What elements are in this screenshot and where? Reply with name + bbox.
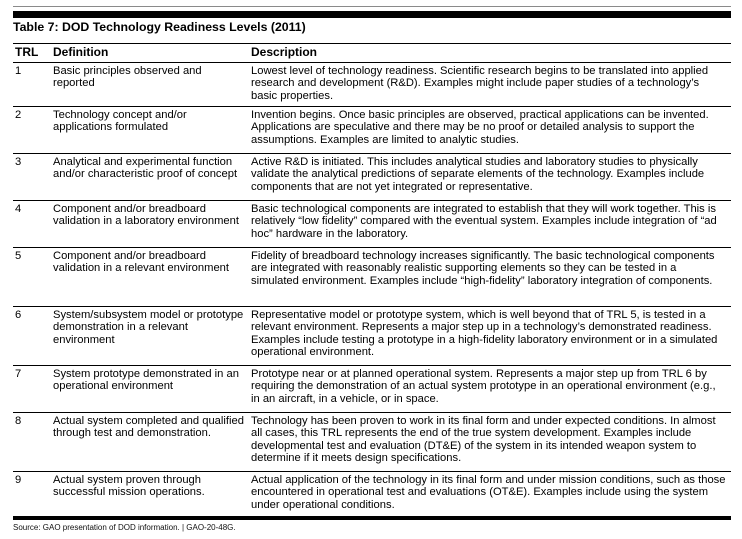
trl-definition: Technology concept and/or applications formulated: [53, 107, 251, 154]
trl-description: Active R&D is initiated. This includes analytical studies and laboratory studies to physically validate the analytical predictions of separate elements of the technology. Examples include components that are not yet integrated or representative.: [251, 154, 731, 201]
trl-description: Technology has been proven to work in its final form and under expected conditions. In almost all cases, this TRL represents the end of the true system development. Examples include developmental test and evaluation (DT&E) of the system in its intended weapon system to determine if it meets design specifications.: [251, 413, 731, 472]
trl-definition: System/subsystem model or prototype demonstration in a relevant environment: [53, 307, 251, 366]
trl-description: Actual application of the technology in its final form and under mission conditions, such as those encountered in operational test and evaluations (OT&E). Examples include using the system under operational conditions.: [251, 472, 731, 518]
column-header-definition: Definition: [53, 44, 251, 63]
table-row: [13, 63, 731, 107]
trl-level: 3: [13, 154, 53, 201]
trl-definition: Component and/or breadboard validation in a relevant environment: [53, 248, 251, 307]
trl-definition: Analytical and experimental function and/or characteristic proof of concept: [53, 154, 251, 201]
column-header-description: Description: [251, 44, 731, 63]
table-row: [13, 366, 731, 413]
trl-description: Representative model or prototype system, which is well beyond that of TRL 5, is tested in a relevant environment. Represents a major step up in a technology’s demonstrated readiness. Examples include testing a prototype in a high-fidelity laboratory environment or in a simulated operational environment.: [251, 307, 731, 366]
trl-level: 5: [13, 248, 53, 307]
table-row: [13, 472, 731, 518]
trl-definition: System prototype demonstrated in an operational environment: [53, 366, 251, 413]
table-header-row: [13, 44, 731, 63]
title-bar-rule: [13, 11, 731, 18]
table-title: Table 7: DOD Technology Readiness Levels (2011): [13, 20, 306, 34]
trl-description: Prototype near or at planned operational system. Represents a major step up from TRL 6 by requiring the demonstration of an actual system prototype in an operational environment (e.g., in an aircraft, in a vehicle, or in space.: [251, 366, 731, 413]
trl-level: 9: [13, 472, 53, 518]
trl-definition: Component and/or breadboard validation in a laboratory environment: [53, 201, 251, 248]
top-divider: [13, 6, 731, 7]
trl-table: [13, 43, 731, 520]
trl-definition: Basic principles observed and reported: [53, 63, 251, 107]
table-row: [13, 107, 731, 154]
trl-definition: Actual system completed and qualified through test and demonstration.: [53, 413, 251, 472]
trl-description: Lowest level of technology readiness. Scientific research begins to be translated into applied research and development (R&D). Examples might include paper studies of a technology’s basic properties.: [251, 63, 731, 107]
source-note: Source: GAO presentation of DOD information. | GAO-20-48G.: [13, 523, 236, 532]
trl-definition: Actual system proven through successful mission operations.: [53, 472, 251, 518]
trl-description: Fidelity of breadboard technology increases significantly. The basic technological components are integrated with reasonably realistic supporting elements so they can be tested in a simulated environment. Examples include “high-fidelity” laboratory integration of components.: [251, 248, 731, 307]
trl-level: 4: [13, 201, 53, 248]
trl-level: 2: [13, 107, 53, 154]
trl-level: 1: [13, 63, 53, 107]
trl-level: 6: [13, 307, 53, 366]
table-row: [13, 248, 731, 307]
table-row: [13, 307, 731, 366]
trl-description: Basic technological components are integrated to establish that they will work together. This is relatively “low fidelity” compared with the eventual system. Examples include integration of “ad hoc” hardware in the laboratory.: [251, 201, 731, 248]
table-row: [13, 413, 731, 472]
table-row: [13, 201, 731, 248]
trl-description: Invention begins. Once basic principles are observed, practical applications can be invented. Applications are speculative and there may be no proof or detailed analysis to support the assumptions. Examples are limited to analytic studies.: [251, 107, 731, 154]
trl-level: 8: [13, 413, 53, 472]
table-row: [13, 154, 731, 201]
column-header-trl: TRL: [13, 44, 53, 63]
trl-level: 7: [13, 366, 53, 413]
